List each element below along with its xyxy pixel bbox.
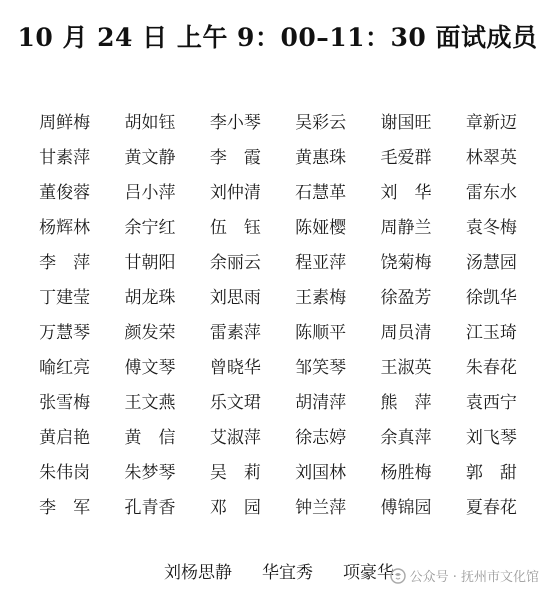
- member-name: 周鲜梅: [39, 113, 91, 133]
- member-name: 胡龙珠: [124, 288, 176, 308]
- member-name: 甘素萍: [39, 148, 91, 168]
- member-name: 刘杨思静: [164, 563, 232, 583]
- member-name: 陈娅樱: [295, 218, 347, 238]
- member-name: 饶菊梅: [380, 253, 432, 273]
- member-name: 李 霞: [209, 148, 261, 168]
- member-name: 张雪梅: [39, 393, 91, 413]
- member-name: 郭 甜: [465, 463, 517, 483]
- member-name: 傅文琴: [124, 358, 176, 378]
- member-name: 余丽云: [209, 253, 261, 273]
- member-name: 刘仲清: [209, 183, 261, 203]
- member-name: 林翠英: [465, 148, 517, 168]
- wechat-official-account-icon: [390, 568, 406, 584]
- member-name: 汤慧园: [465, 253, 517, 273]
- member-name: 徐凯华: [465, 288, 517, 308]
- member-name: 袁冬梅: [465, 218, 517, 238]
- member-name: 万慧琴: [39, 323, 91, 343]
- member-name: 谢国旺: [380, 113, 432, 133]
- member-name: 邓 园: [209, 498, 261, 518]
- member-name: 杨辉林: [39, 218, 91, 238]
- member-name: 朱伟岗: [39, 463, 91, 483]
- member-name: 李 军: [39, 498, 91, 518]
- member-name: 乐文珺: [209, 393, 261, 413]
- member-name: 程亚萍: [295, 253, 347, 273]
- member-name: 邹笑琴: [295, 358, 347, 378]
- member-name: 伍 钰: [209, 218, 261, 238]
- member-name: 雷素萍: [209, 323, 261, 343]
- member-name: 黄启艳: [39, 428, 91, 448]
- member-name: 胡如钰: [124, 113, 176, 133]
- member-name: 雷东水: [465, 183, 517, 203]
- member-name: 刘 华: [380, 183, 432, 203]
- member-name: 项豪华: [343, 563, 394, 583]
- watermark-text: 公众号 · 抚州市文化馆: [409, 570, 539, 585]
- member-name: 甘朝阳: [124, 253, 176, 273]
- member-name: 孔青香: [124, 498, 176, 518]
- member-name: 石慧革: [295, 183, 347, 203]
- member-name: 余真萍: [380, 428, 432, 448]
- member-name: 朱春花: [465, 358, 517, 378]
- member-name: 艾淑萍: [209, 428, 261, 448]
- member-name: 熊 萍: [380, 393, 432, 413]
- member-name: 吴彩云: [295, 113, 347, 133]
- member-name: 章新迈: [465, 113, 517, 133]
- member-name: 刘思雨: [209, 288, 261, 308]
- member-name: 傅锦园: [380, 498, 432, 518]
- member-name: 曾晓华: [209, 358, 261, 378]
- member-name: 余宁红: [124, 218, 176, 238]
- member-name: 周员清: [380, 323, 432, 343]
- member-name: 颜发荣: [124, 323, 176, 343]
- member-name-last-row: [158, 556, 400, 591]
- member-name: 李小琴: [209, 113, 261, 133]
- member-name-grid: [22, 106, 534, 526]
- member-name: 钟兰萍: [295, 498, 347, 518]
- member-name: 黄文静: [124, 148, 176, 168]
- member-name: 李 萍: [39, 253, 91, 273]
- member-name: 刘飞琴: [465, 428, 517, 448]
- member-name: 华宜秀: [262, 563, 313, 583]
- member-name: 夏春花: [465, 498, 517, 518]
- member-name: 徐盈芳: [380, 288, 432, 308]
- member-name: 王淑英: [380, 358, 432, 378]
- member-name: 胡清萍: [295, 393, 347, 413]
- member-name: 毛爱群: [380, 148, 432, 168]
- member-name: 吴 莉: [209, 463, 261, 483]
- member-name: 杨胜梅: [380, 463, 432, 483]
- member-name: 丁建莹: [39, 288, 91, 308]
- page-title: 10 月 24 日 上午 9：00–11：30 面试成员: [17, 23, 538, 52]
- member-name: 周静兰: [380, 218, 432, 238]
- member-name: 王素梅: [295, 288, 347, 308]
- member-name: 袁西宁: [465, 393, 517, 413]
- member-name: 吕小萍: [124, 183, 176, 203]
- member-name: 王文燕: [124, 393, 176, 413]
- member-name: 江玉琦: [465, 323, 517, 343]
- member-name: 黄惠珠: [295, 148, 347, 168]
- member-name: 刘国林: [295, 463, 347, 483]
- member-name: 喻红亮: [39, 358, 91, 378]
- member-name: 陈顺平: [295, 323, 347, 343]
- member-name: 朱梦琴: [124, 463, 176, 483]
- watermark: [390, 566, 539, 585]
- member-name: 董俊蓉: [39, 183, 91, 203]
- member-name: 黄 信: [124, 428, 176, 448]
- member-name: 徐志婷: [295, 428, 347, 448]
